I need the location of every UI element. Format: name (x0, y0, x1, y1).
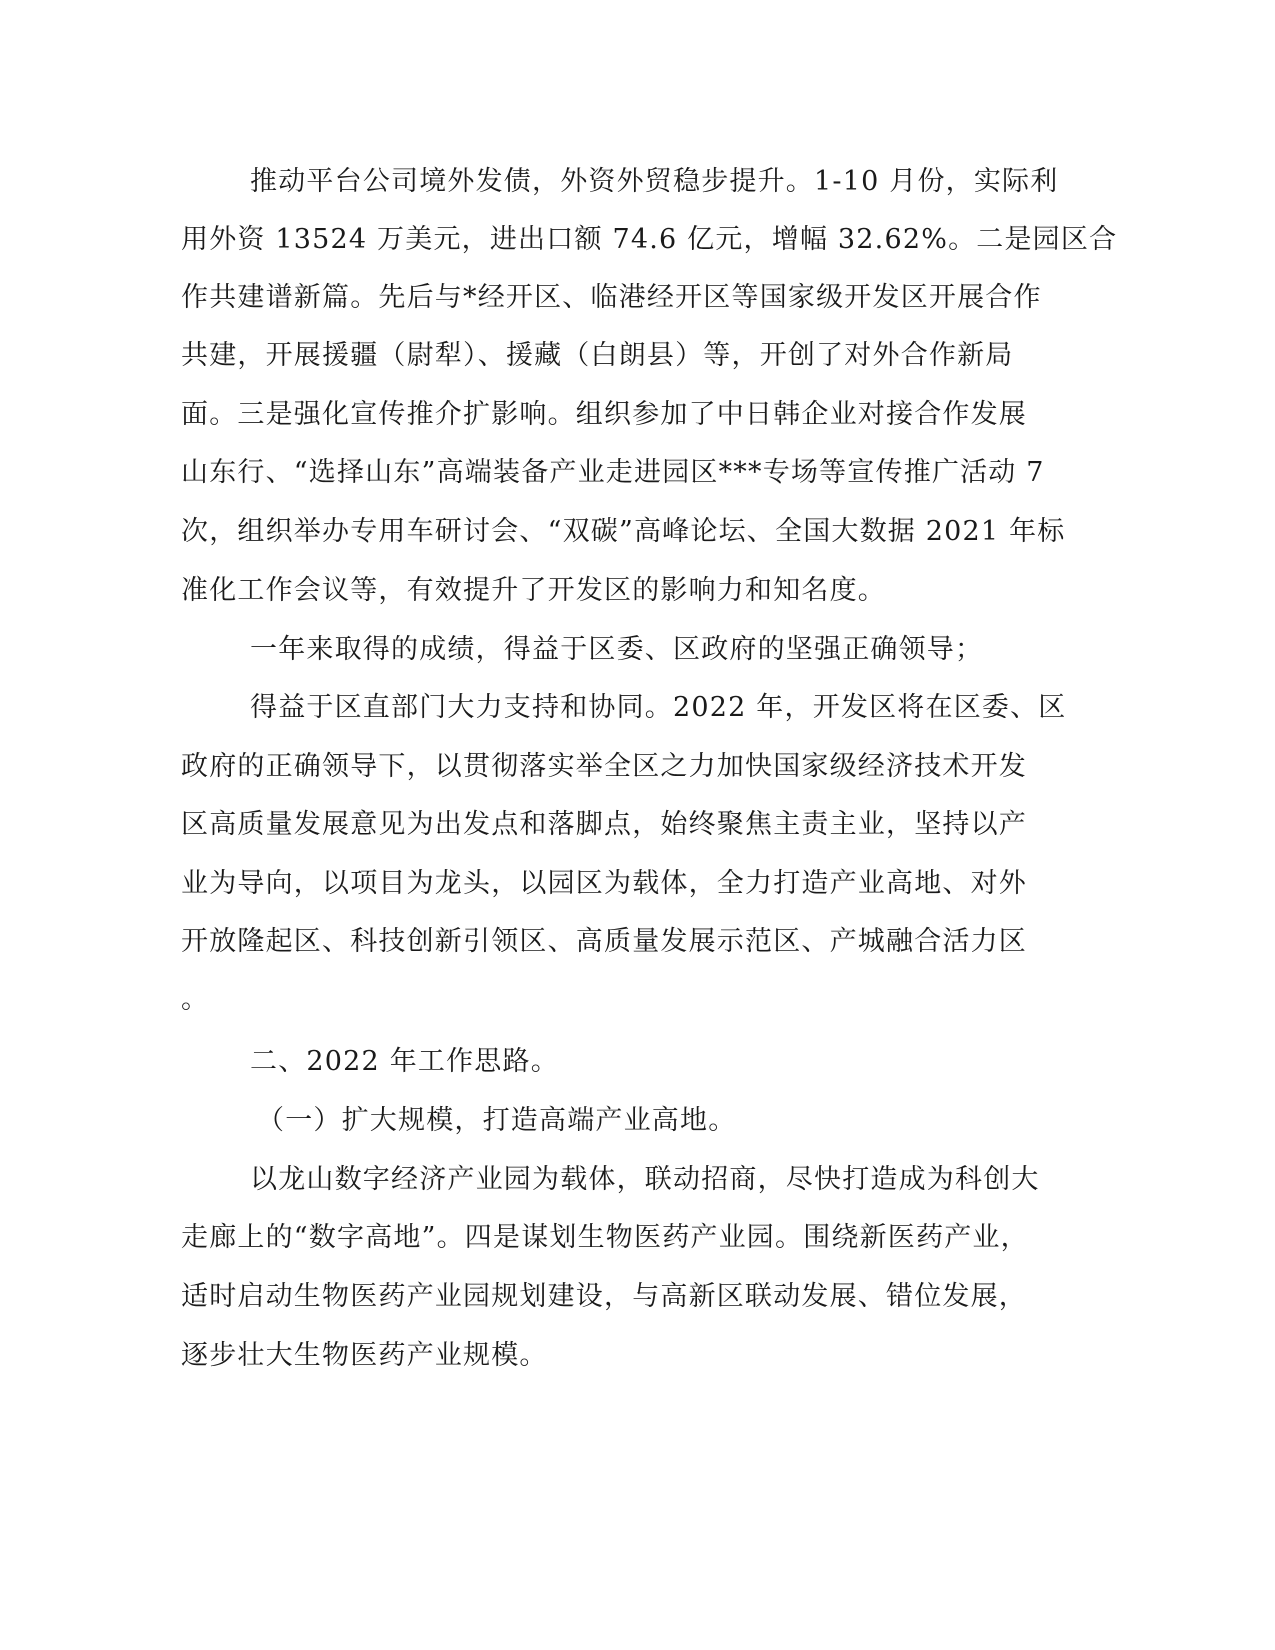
paragraph-line: 准化工作会议等，有效提升了开发区的影响力和知名度。 (181, 575, 886, 606)
paragraph-line: 次，组织举办专用车研讨会、“双碳”高峰论坛、全国大数据 2021 年标 (181, 516, 1066, 547)
paragraph-line: 。 (181, 984, 210, 1015)
subsection-heading: （一）扩大规模，打造高端产业高地。 (257, 1105, 737, 1136)
paragraph-line: 共建，开展援疆（尉犁）、援藏（白朗县）等，开创了对外合作新局 (181, 340, 1014, 371)
paragraph-line: 适时启动生物医药产业园规划建设，与高新区联动发展、错位发展， (181, 1281, 1027, 1312)
paragraph-line: 用外资 13524 万美元，进出口额 74.6 亿元，增幅 32.62%。二是园区合 (181, 224, 1118, 255)
paragraph-line: 一年来取得的成绩，得益于区委、区政府的坚强正确领导； (250, 634, 984, 665)
paragraph-line: 推动平台公司境外发债，外资外贸稳步提升。1-10 月份，实际利 (250, 166, 1059, 197)
section-heading: 二、2022 年工作思路。 (250, 1046, 559, 1077)
paragraph-line: 山东行、“选择山东”高端装备产业走进园区***专场等宣传推广活动 7 (181, 457, 1045, 488)
paragraph-line: 面。三是强化宣传推介扩影响。组织参加了中日韩企业对接合作发展 (181, 399, 1027, 430)
paragraph-line: 区高质量发展意见为出发点和落脚点，始终聚焦主责主业，坚持以产 (181, 809, 1027, 840)
paragraph-line: 作共建谱新篇。先后与*经开区、临港经开区等国家级开发区开展合作 (181, 282, 1042, 313)
paragraph-line: 以龙山数字经济产业园为载体，联动招商，尽快打造成为科创大 (250, 1164, 1040, 1195)
paragraph-line: 得益于区直部门大力支持和协同。2022 年，开发区将在区委、区 (250, 692, 1067, 723)
paragraph-line: 业为导向，以项目为龙头，以园区为载体，全力打造产业高地、对外 (181, 868, 1027, 899)
paragraph-line: 走廊上的“数字高地”。四是谋划生物医药产业园。围绕新医药产业， (181, 1222, 1029, 1253)
paragraph-line: 政府的正确领导下，以贯彻落实举全区之力加快国家级经济技术开发 (181, 751, 1027, 782)
paragraph-line: 逐步壮大生物医药产业规模。 (181, 1340, 548, 1371)
paragraph-line: 开放隆起区、科技创新引领区、高质量发展示范区、产城融合活力区 (181, 926, 1027, 957)
